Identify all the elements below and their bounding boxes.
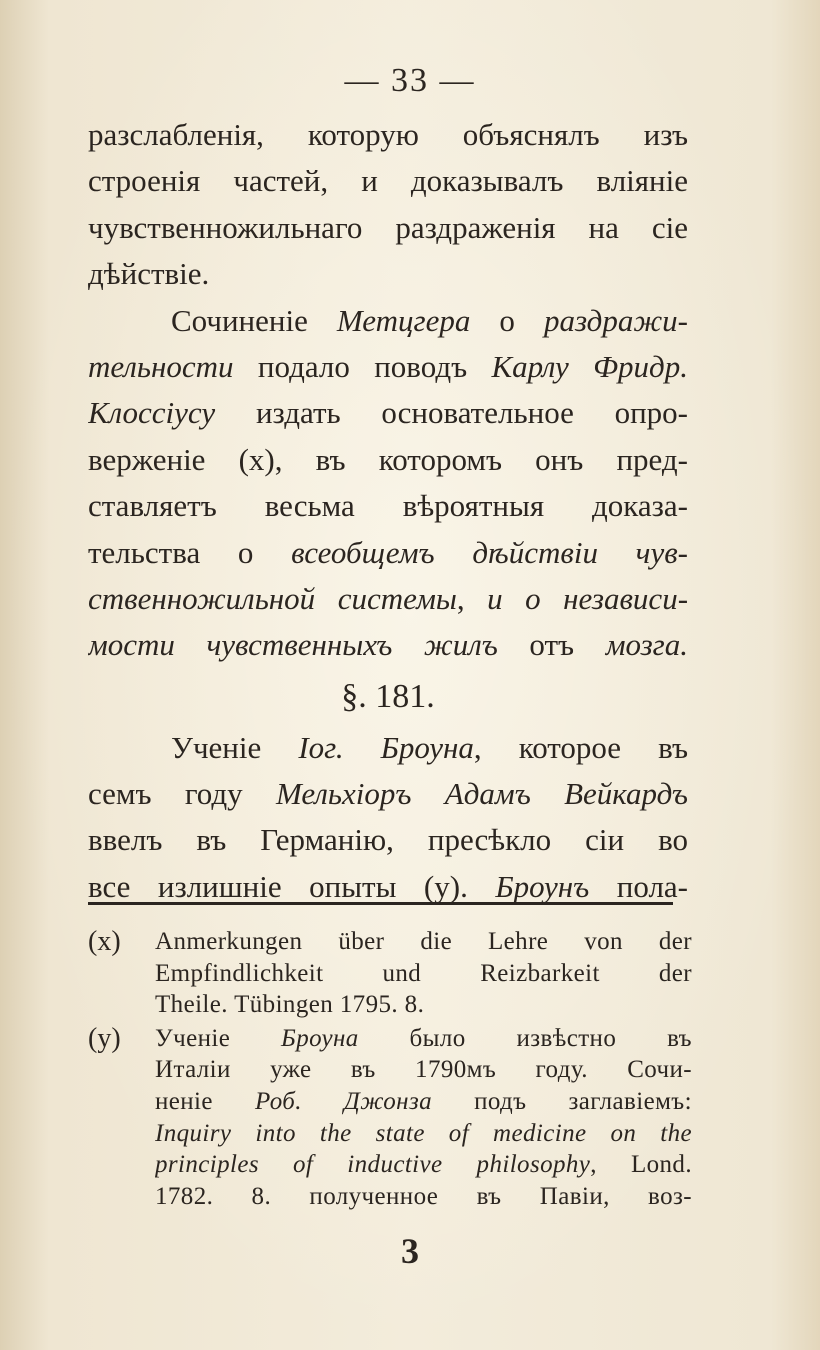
text-run: Theile. Tübingen 1795. 8. — [155, 991, 425, 1019]
text-line — [88, 530, 688, 576]
text-run: Италіи уже въ 1790мъ году. Сочи- — [155, 1056, 692, 1084]
text-run: Сочиненіе — [171, 302, 337, 338]
italic-run: всеобщемъ дѣйствіи чув- — [291, 534, 688, 570]
text-line — [88, 390, 688, 436]
footnote-divider — [88, 902, 673, 905]
italic-run: Роб. Джонза — [254, 1087, 433, 1115]
footnote-text — [155, 926, 692, 1021]
footnote-mark: (y) — [88, 1022, 121, 1054]
text-line — [88, 622, 688, 668]
text-run: подъ заглавіемъ: — [432, 1087, 692, 1115]
text-run: Empfindlichkeit und Reizbarkeit der — [155, 959, 692, 987]
text-run: все излишніе опыты (y). — [88, 868, 496, 904]
text-line — [88, 344, 688, 390]
text-run: , Lond. — [590, 1151, 692, 1179]
text-line — [88, 158, 688, 204]
footnote-line — [155, 926, 692, 958]
text-run: пола- — [589, 868, 688, 904]
text-run: строенія частей, и доказывалъ вліяніе — [88, 163, 688, 199]
italic-run: Метцгера — [336, 302, 471, 338]
italic-run: Inquiry into the state of medicine on the — [155, 1119, 692, 1147]
italic-run: Мельхіоръ Адамъ Вейкардъ — [276, 776, 688, 812]
footnote-line — [155, 1023, 692, 1055]
text-run: отъ — [529, 627, 575, 663]
text-run: разслабленія, которую объяснялъ изъ — [88, 117, 688, 152]
footnotes — [88, 926, 692, 1214]
italic-run: Іог. Броуна — [298, 729, 474, 765]
text-line — [88, 298, 688, 344]
text-run: , которое въ — [473, 729, 688, 765]
text-run: Ученіе — [155, 1024, 282, 1052]
signature-mark: 3 — [401, 1231, 419, 1271]
text-run: было извѣстно въ — [358, 1024, 692, 1052]
footnote-line — [155, 1086, 692, 1118]
text-run: Anmerkungen über die Lehre von der — [155, 928, 692, 955]
italic-run: ственножильной системы — [88, 580, 457, 616]
text-line — [88, 576, 688, 622]
italic-run: тельности — [88, 348, 234, 384]
italic-run: мозга. — [605, 627, 688, 663]
italic-run: мости чувственныхъ жилъ — [88, 627, 498, 663]
text-run: дѣйствіе. — [88, 256, 210, 292]
text-run: неніе — [155, 1087, 255, 1115]
text-run: Ученіе — [171, 729, 299, 765]
text-run: верженіе (x), въ которомъ онъ пред- — [88, 441, 688, 477]
text-line — [88, 771, 688, 817]
page-number: — 33 — — [344, 62, 476, 99]
text-run: 1782. 8. полученное въ Павіи, воз- — [155, 1182, 692, 1210]
text-run: тельства о — [88, 534, 292, 570]
italic-run: Броунъ — [495, 868, 590, 904]
italic-run: Броуна — [281, 1024, 359, 1052]
italic-run: Карлу Фридр. — [491, 348, 688, 384]
footnote-line — [155, 1149, 692, 1181]
italic-run: и о независи- — [487, 580, 688, 616]
text-run: чувственножильнаго раздраженія на сіе — [88, 209, 688, 245]
text-run: , — [456, 580, 488, 616]
section-heading: §. 181. — [341, 677, 435, 715]
italic-run: раздражи- — [543, 302, 688, 338]
text-run: ввелъ въ Германію, пресѣкло сіи во — [88, 822, 688, 858]
text-line — [88, 437, 688, 483]
italic-run: Клоссіусу — [88, 395, 216, 431]
text-line — [88, 483, 688, 529]
main-text — [88, 112, 688, 910]
footnote-mark: (x) — [88, 926, 121, 957]
text-line — [88, 112, 688, 158]
text-line — [88, 205, 688, 251]
text-line — [88, 725, 688, 771]
text-run: подало поводъ — [233, 348, 492, 384]
text-run: о — [470, 302, 544, 338]
text-line — [88, 817, 688, 863]
text-run: издать основательное опро- — [215, 395, 688, 431]
footnote-line — [155, 1118, 692, 1150]
footnote-line — [155, 989, 692, 1021]
footnote-y — [88, 1023, 692, 1213]
text-run — [574, 627, 606, 662]
footnote-line — [155, 958, 692, 990]
footnote-text — [155, 1023, 692, 1213]
text-run: ставляетъ весьма вѣроятныя доказа- — [88, 488, 688, 524]
footnote-line — [155, 1181, 692, 1213]
footnote-x — [88, 926, 692, 1021]
text-run — [498, 627, 530, 662]
text-run: семъ году — [88, 776, 277, 812]
text-line — [88, 251, 688, 297]
italic-run: principles of inductive philosophy — [155, 1151, 591, 1179]
footnote-line — [155, 1054, 692, 1086]
